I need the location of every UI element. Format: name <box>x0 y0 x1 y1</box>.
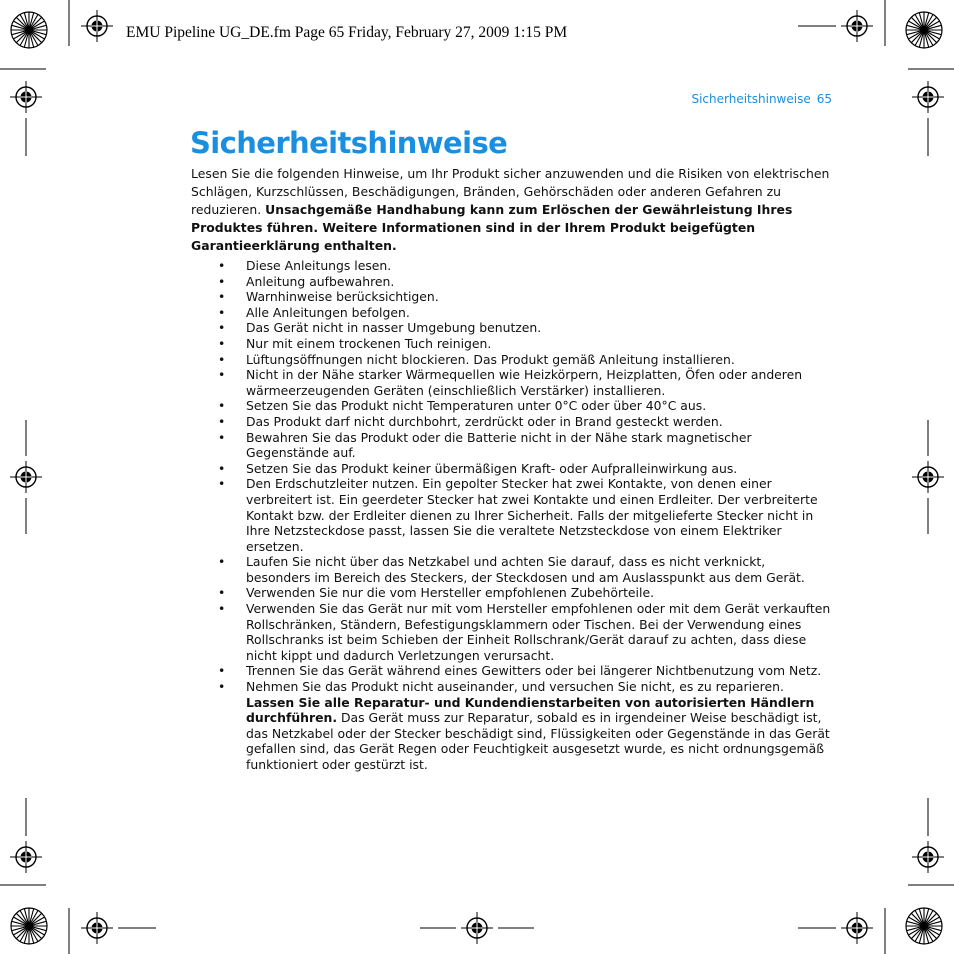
bullet-icon: • <box>218 679 226 695</box>
bullet-icon: • <box>218 554 226 570</box>
bullet-icon: • <box>218 258 226 273</box>
list-item-text: Bewahren Sie das Produkt oder die Batterie nicht in der Nähe stark magnetischer Gegenstände auf. <box>246 429 752 461</box>
list-item-bold: Lassen Sie alle Reparatur- und Kundendienstarbeiten von autorisierten Händlern durchführen. <box>246 694 815 726</box>
page-title: Sicherheitshinweise <box>190 126 508 160</box>
list-item <box>191 336 831 352</box>
list-item-text: Verwenden Sie das Gerät nur mit vom Hersteller empfohlenen oder mit dem Gerät verkauften Rollschränken, Ständern, Befestigungsklammern oder Tischen. Bei der Verwendung eines Rollschranks ist beim Schieben der Einheit Rollschrank/Gerät darauf zu achten, dass diese nicht kippt und dadurch Verletzungen verursacht. <box>246 601 831 663</box>
list-item-text: Setzen Sie das Produkt nicht Temperaturen unter 0°C oder über 40°C aus. <box>246 398 707 414</box>
intro-text: Lesen Sie die folgenden Hinweise, um Ihr Produkt sicher anzuwenden und die Risiken von elektrischen Schlägen, Kurzschlüssen, Beschädigungen, Bränden, Gehörschäden oder anderen Gefahren zu reduzieren. <box>191 166 830 217</box>
page-number: 65 <box>816 92 832 106</box>
list-item-text: Verwenden Sie nur die vom Hersteller empfohlenen Zubehörteile. <box>246 585 655 601</box>
intro-paragraph <box>191 165 833 255</box>
list-item-text: Trennen Sie das Gerät während eines Gewitters oder bei längerer Nichtbenutzung vom Netz. <box>246 663 822 679</box>
list-item-text: Nur mit einem trockenen Tuch reinigen. <box>246 335 492 351</box>
bullet-icon: • <box>218 398 226 414</box>
bullet-icon: • <box>218 413 226 429</box>
bullet-icon: • <box>218 476 226 492</box>
running-head <box>600 92 832 106</box>
list-item-text: Setzen Sie das Produkt keiner übermäßigen Kraft- oder Aufpralleinwirkung aus. <box>246 460 738 476</box>
running-head-title: Sicherheitshinweise <box>691 92 811 106</box>
bullet-icon: • <box>218 304 226 320</box>
list-item-text: Laufen Sie nicht über das Netzkabel und achten Sie darauf, dass es nicht verknickt, besonders im Bereich des Steckers, der Steckdosen und am Auslasspunkt aus dem Gerät. <box>246 554 805 585</box>
list-item <box>191 585 831 601</box>
list-item <box>191 274 831 290</box>
bullet-icon: • <box>218 351 226 367</box>
list-item <box>191 679 831 773</box>
list-item-text: Warnhinweise berücksichtigen. <box>246 289 439 305</box>
list-item-text: Das Gerät nicht in nasser Umgebung benutzen. <box>246 320 542 336</box>
list-item-text: Anleitung aufbewahren. <box>246 273 395 289</box>
list-item <box>191 352 831 368</box>
bullet-icon: • <box>218 320 226 336</box>
list-item <box>191 461 831 477</box>
list-item <box>191 320 831 336</box>
list-item <box>191 601 831 663</box>
list-item <box>191 289 831 305</box>
bullet-icon: • <box>218 663 226 679</box>
list-item <box>191 476 831 554</box>
bullet-icon: • <box>218 460 226 476</box>
list-item <box>191 305 831 321</box>
list-item <box>191 258 831 274</box>
list-item-text: Nicht in der Nähe starker Wärmequellen wie Heizkörpern, Heizplatten, Öfen oder anderen wärmeerzeugenden Geräten (einschließlich Verstärker) installieren. <box>246 367 803 398</box>
list-item-text: Nehmen Sie das Produkt nicht auseinander, und versuchen Sie nicht, es zu reparieren. <box>246 679 784 695</box>
list-item <box>191 430 831 461</box>
list-item-text: Diese Anleitungs lesen. <box>246 258 392 273</box>
safety-list <box>191 258 831 773</box>
list-item-text: Das Produkt darf nicht durchbohrt, zerdrückt oder in Brand gesteckt werden. <box>246 413 723 429</box>
intro-warning: Unsachgemäße Handhabung kann zum Erlöschen der Gewährleistung Ihres Produktes führen. Weitere Informationen sind in der Ihrem Produkt beigefügten Garantieerklärung enthalten. <box>191 202 793 253</box>
list-item <box>191 398 831 414</box>
list-item-tail: Das Gerät muss zur Reparatur, sobald es in irgendeiner Weise beschädigt ist, das Netzkabel oder der Stecker beschädigt sind, Flüssigkeiten oder Gegenstände in das Gerät gefallen sind, das Gerät Regen oder Feuchtigkeit ausgesetzt wurde, es nicht ordnungsgemäß funktioniert oder gestürzt ist. <box>246 710 830 772</box>
list-item <box>191 367 831 398</box>
list-item-text: Den Erdschutzleiter nutzen. Ein gepolter Stecker hat zwei Kontakte, von denen einer verbreitert ist. Ein geerdeter Stecker hat zwei Kontakte und einen Erdleiter. Der verbreiterte Kontakt bzw. der Erdleiter dienen zu Ihrer Sicherheit. Falls der mitgelieferte Stecker nicht in Ihre Netzsteckdose passt, lassen Sie die veraltete Netzsteckdose von einem Elektriker ersetzen. <box>246 476 818 554</box>
bullet-icon: • <box>218 367 226 383</box>
file-slug: EMU Pipeline UG_DE.fm Page 65 Friday, February 27, 2009 1:15 PM <box>126 24 568 41</box>
bullet-icon: • <box>218 273 226 289</box>
list-item <box>191 414 831 430</box>
list-item-text: Lüftungsöffnungen nicht blockieren. Das Produkt gemäß Anleitung installieren. <box>246 351 735 367</box>
list-item-text: Alle Anleitungen befolgen. <box>246 304 410 320</box>
bullet-icon: • <box>218 601 226 617</box>
list-item <box>191 663 831 679</box>
bullet-icon: • <box>218 289 226 305</box>
bullet-icon: • <box>218 585 226 601</box>
bullet-icon: • <box>218 335 226 351</box>
bullet-icon: • <box>218 429 226 445</box>
list-item <box>191 554 831 585</box>
